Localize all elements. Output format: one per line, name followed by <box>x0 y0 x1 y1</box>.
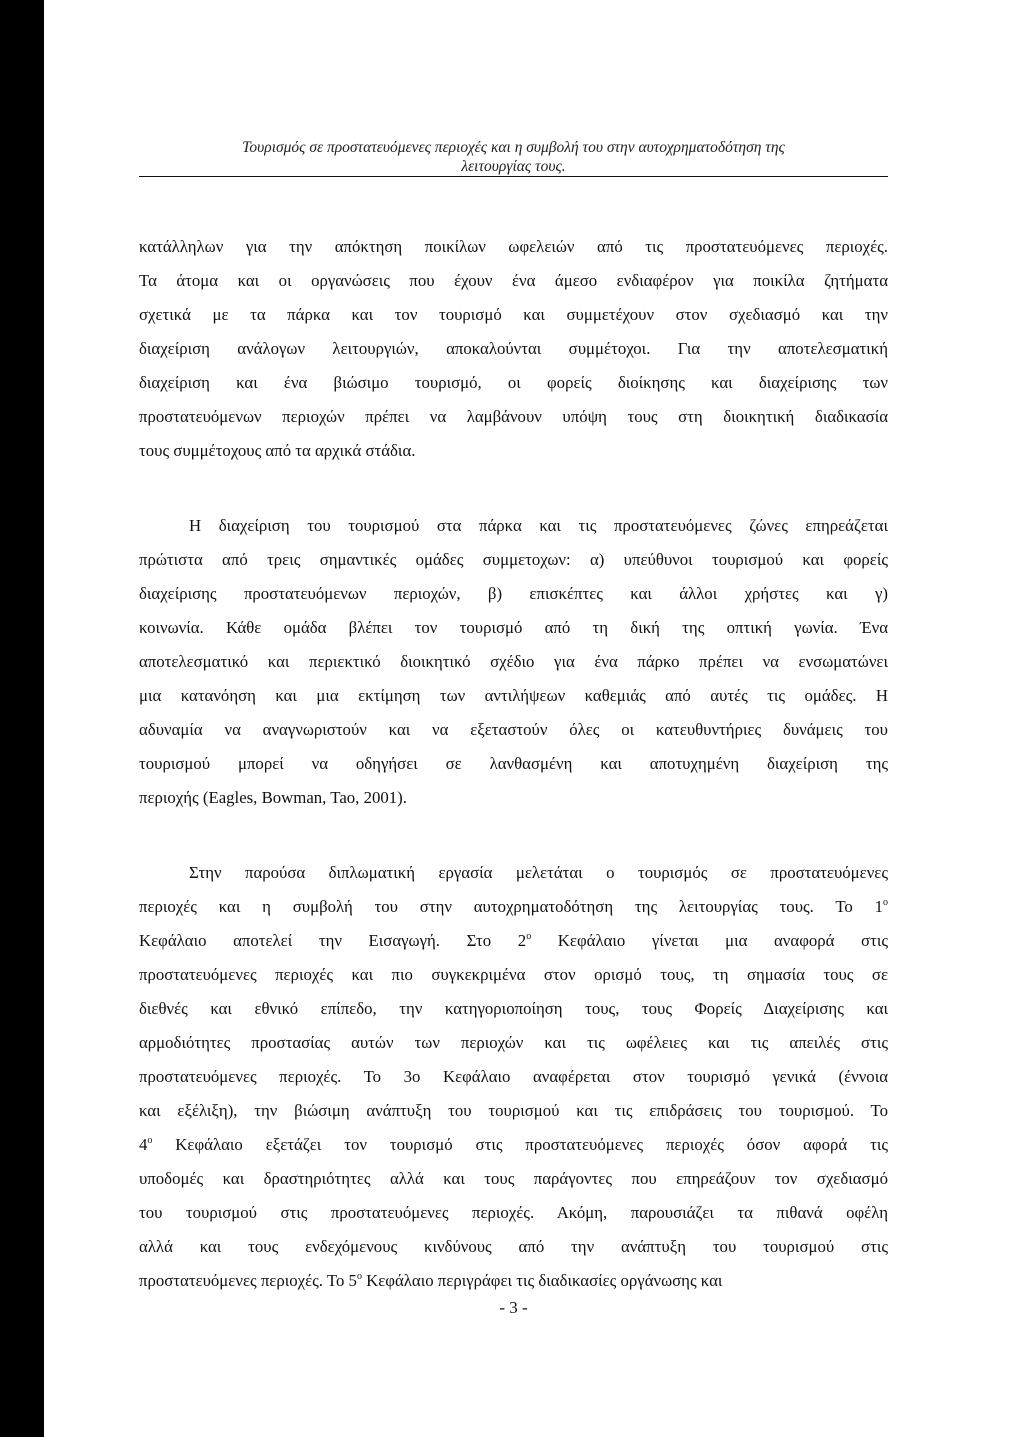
text-line: Στην παρούσα διπλωματική εργασία μελετάται ο τουρισμός σε προστατευόμενες <box>189 863 888 882</box>
text-line: κοινωνία. Κάθε ομάδα βλέπει τον τουρισμό από τη δική της οπτική γωνία. Ένα <box>139 618 888 637</box>
text-line: Η διαχείριση του τουρισμού στα πάρκα και τις προστατευόμενες ζώνες επηρεάζεται <box>189 516 888 535</box>
text-line: διαχείρισης προστατευόμενων περιοχών, β) επισκέπτες και άλλοι χρήστες και γ) <box>139 584 888 603</box>
text-line: αδυναμία να αναγνωριστούν και να εξεταστούν όλες οι κατευθυντήριες δυνάμεις του <box>139 720 888 739</box>
superscript-o: ο <box>526 931 532 942</box>
body-text <box>139 230 888 1298</box>
text-line: τουρισμού μπορεί να οδηγήσει σε λανθασμένη και αποτυχημένη διαχείριση της <box>139 754 888 773</box>
text-line: διαχείριση ανάλογων λειτουργιών, αποκαλούνται συμμέτοχοι. Για την αποτελεσματική <box>139 339 888 358</box>
paragraph-3 <box>139 856 888 1298</box>
text-line: προστατευόμενες περιοχές. Το $5^o$ Κεφάλαιο περιγράφει τις διαδικασίες οργάνωσης και <box>139 1271 723 1290</box>
header-rule <box>139 176 888 177</box>
text-line: $4^o$ Κεφάλαιο εξετάζει τον τουρισμό στις προστατευόμενες περιοχές όσον αφορά τις <box>139 1135 888 1154</box>
superscript-o: ο <box>147 1135 153 1146</box>
text-line: Κεφάλαιο αποτελεί την Εισαγωγή. Στο $2^o$ Κεφάλαιο γίνεται μια αναφορά στις <box>139 931 888 950</box>
running-header-line-1: Τουρισμός σε προστατευόμενες περιοχές και η συμβολή του στην αυτοχρηματοδότηση της <box>242 139 785 156</box>
text-line: διεθνές και εθνικό επίπεδο, την κατηγοριοποίηση τους, τους Φορείς Διαχείρισης και <box>139 999 888 1018</box>
text-line: κατάλληλων για την απόκτηση ποικίλων ωφελειών από τις προστατευόμενες περιοχές. <box>139 237 888 256</box>
running-header-line-2: λειτουργίας τους. <box>461 158 566 175</box>
paragraph-2 <box>139 509 888 815</box>
text-line: Τα άτομα και οι οργανώσεις που έχουν ένα άμεσο ενδιαφέρον για ποικίλα ζητήματα <box>139 271 888 290</box>
text-line: προστατευόμενες περιοχές και πιο συγκεκριμένα στον ορισμό τους, τη σημασία τους σε <box>139 965 888 984</box>
text-line: τους συμμέτοχους από τα αρχικά στάδια. <box>139 441 416 460</box>
text-line: διαχείριση και ένα βιώσιμο τουρισμό, οι φορείς διοίκησης και διαχείρισης των <box>139 373 888 392</box>
text-line: προστατευόμενες περιοχές. Το 3ο Κεφάλαιο αναφέρεται στον τουρισμό γενικά (έννοια <box>139 1067 888 1086</box>
text-line: μια κατανόηση και μια εκτίμηση των αντιλήψεων καθεμιάς από αυτές τις ομάδες. Η <box>139 686 888 705</box>
running-header <box>139 138 888 176</box>
text-line: αρμοδιότητες προστασίας αυτών των περιοχών και τις ωφέλειες και τις απειλές στις <box>139 1033 888 1052</box>
document-page <box>44 0 1024 1437</box>
text-line: υποδομές και δραστηριότητες αλλά και τους παράγοντες που επηρεάζουν τον σχεδιασμό <box>139 1169 888 1188</box>
text-line: περιοχής (Eagles, Bowman, Tao, 2001). <box>139 788 407 807</box>
text-line: και εξέλιξη), την βιώσιμη ανάπτυξη του τουρισμού και τις επιδράσεις του τουρισμού. Το <box>139 1101 888 1120</box>
paragraph-gap <box>139 815 888 856</box>
paragraph-gap <box>139 468 888 509</box>
text-line: σχετικά με τα πάρκα και τον τουρισμό και συμμετέχουν στον σχεδιασμό και την <box>139 305 888 324</box>
text-line: προστατευόμενων περιοχών πρέπει να λαμβάνουν υπόψη τους στη διοικητική διαδικασία <box>139 407 888 426</box>
page-number: - 3 - <box>499 1298 528 1317</box>
text-line: του τουρισμού στις προστατευόμενες περιοχές. Ακόμη, παρουσιάζει τα πιθανά οφέλη <box>139 1203 888 1222</box>
text-line: αποτελεσματικό και περιεκτικό διοικητικό σχέδιο για ένα πάρκο πρέπει να ενσωματώνει <box>139 652 888 671</box>
paragraph-1 <box>139 230 888 468</box>
text-line: πρώτιστα από τρεις σημαντικές ομάδες συμμετοχων: α) υπεύθυνοι τουρισμού και φορείς <box>139 550 888 569</box>
superscript-o: ο <box>883 897 888 908</box>
text-line: αλλά και τους ενδεχόμενους κινδύνους από την ανάπτυξη του τουρισμού στις <box>139 1237 888 1256</box>
superscript-o: ο <box>356 1271 362 1282</box>
text-line: περιοχές και η συμβολή του στην αυτοχρηματοδότηση της λειτουργίας τους. Το $1^o$ <box>139 897 888 916</box>
